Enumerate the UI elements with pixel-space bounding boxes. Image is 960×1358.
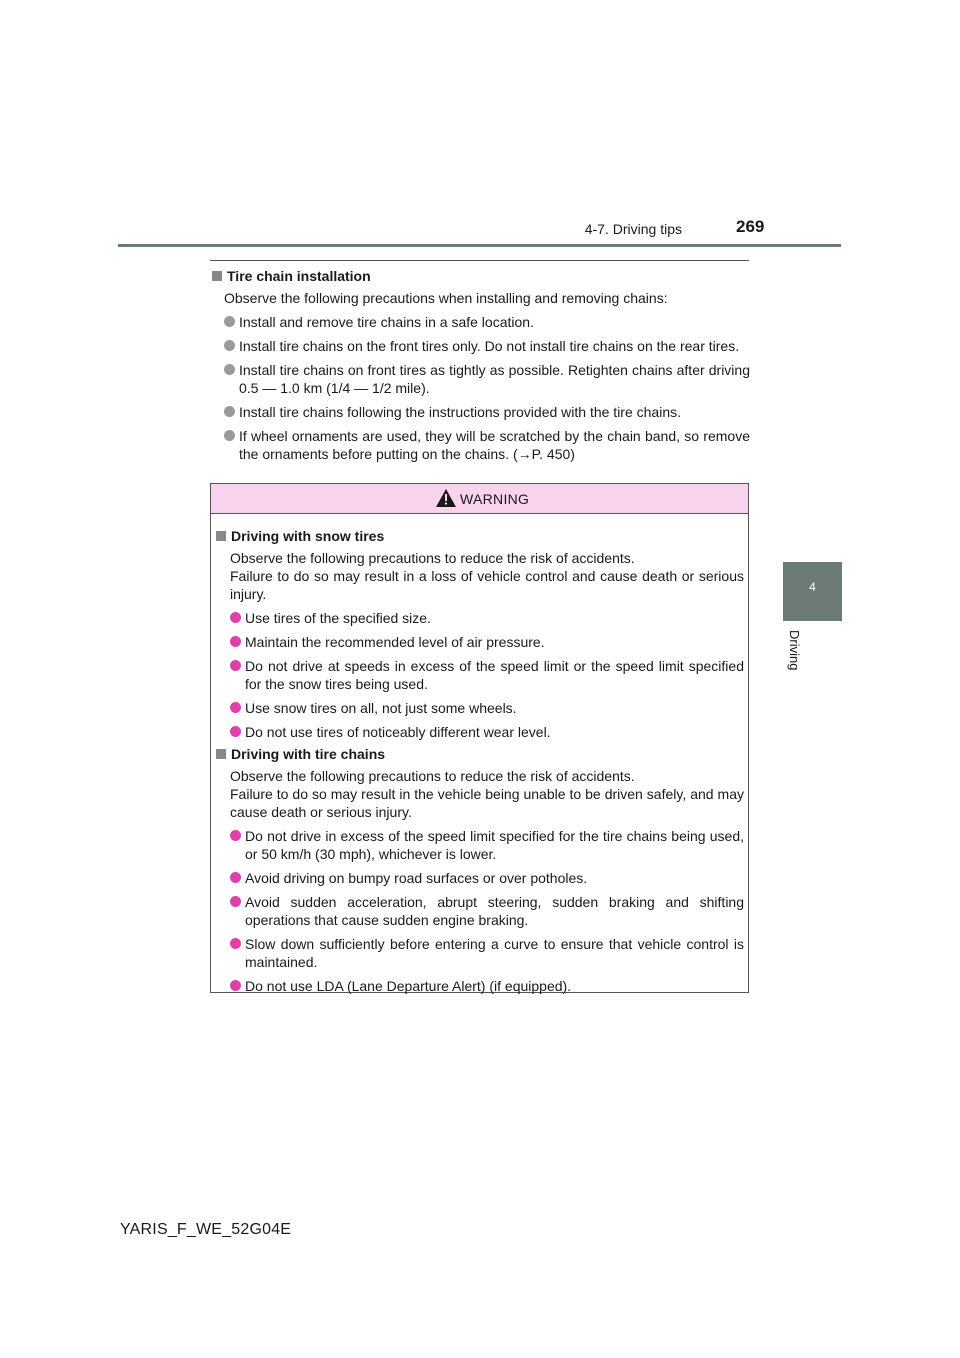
- tire-chain-installation-section: [212, 267, 750, 463]
- intro-text: Failure to do so may result in the vehicle being unable to be driven safely, and may cause death or serious injury.: [230, 786, 744, 820]
- warning-triangle-icon: [436, 489, 456, 507]
- list-item: Avoid driving on bumpy road surfaces or over potholes.: [230, 869, 744, 887]
- square-bullet-icon: [216, 531, 226, 541]
- bullet-dot-icon: [224, 364, 235, 375]
- section-heading: Tire chain installation: [212, 267, 750, 285]
- list-item: Install tire chains following the instructions provided with the tire chains.: [224, 403, 750, 421]
- bullet-dot-icon: [230, 636, 241, 647]
- warning-header: [211, 484, 748, 514]
- bullet-dot-icon: [230, 660, 241, 671]
- list-item: If wheel ornaments are used, they will be scratched by the chain band, so remove the ornaments before putting on the chains. (→P. 450): [224, 427, 750, 463]
- list-item: Use snow tires on all, not just some wheels.: [230, 699, 744, 717]
- list-item: Use tires of the specified size.: [230, 609, 744, 627]
- warning-heading-snow-tires: Driving with snow tires: [216, 527, 744, 545]
- list-item: Install tire chains on front tires as tightly as possible. Retighten chains after driving 0.5 — 1.0 km (1/4 — 1/2 mile).: [224, 361, 750, 397]
- page-number: 269: [736, 217, 765, 236]
- list-item: Do not use LDA (Lane Departure Alert) (if equipped).: [230, 977, 744, 995]
- chapter-tab: [783, 562, 842, 621]
- list-item: Do not drive in excess of the speed limit specified for the tire chains being used, or 50 km/h (30 mph), whichever is lower.: [230, 827, 744, 863]
- chapter-label: [780, 630, 806, 690]
- intro-text: Observe the following precautions to reduce the risk of accidents.: [230, 768, 635, 784]
- bullet-dot-icon: [230, 938, 241, 949]
- warning-heading-tire-chains: Driving with tire chains: [216, 745, 744, 763]
- section-body: [212, 289, 750, 463]
- bullet-dot-icon: [230, 702, 241, 713]
- square-bullet-icon: [212, 271, 222, 281]
- header-rule: [118, 244, 841, 247]
- bullet-dot-icon: [224, 406, 235, 417]
- warning-box: [210, 483, 749, 993]
- square-bullet-icon: [216, 749, 226, 759]
- section-title: 4-7. Driving tips: [584, 221, 682, 237]
- bullet-dot-icon: [230, 612, 241, 623]
- list-item: Install tire chains on the front tires only. Do not install tire chains on the rear tires.: [224, 337, 750, 355]
- intro-text: Observe the following precautions to reduce the risk of accidents.: [230, 550, 635, 566]
- list-item: Maintain the recommended level of air pressure.: [230, 633, 744, 651]
- bullet-dot-icon: [224, 316, 235, 327]
- list-item: Do not drive at speeds in excess of the speed limit or the speed limit specified for the snow tires being used.: [230, 657, 744, 693]
- intro-text: Failure to do so may result in a loss of vehicle control and cause death or serious injury.: [230, 568, 744, 602]
- bullet-dot-icon: [230, 896, 241, 907]
- bullet-dot-icon: [224, 340, 235, 351]
- bullet-dot-icon: [230, 830, 241, 841]
- list-item: Slow down sufficiently before entering a curve to ensure that vehicle control is maintained.: [230, 935, 744, 971]
- list-item: Install and remove tire chains in a safe location.: [224, 313, 750, 331]
- document-code: YARIS_F_WE_52G04E: [120, 1221, 292, 1238]
- warning-body: [216, 527, 744, 995]
- warning-label: WARNING: [460, 491, 530, 507]
- chapter-number: 4: [809, 580, 816, 594]
- list-item: Do not use tires of noticeably different wear level.: [230, 723, 744, 741]
- chapter-label-text: Driving: [787, 630, 802, 671]
- content-top-rule: [210, 260, 749, 261]
- bullet-dot-icon: [230, 726, 241, 737]
- warning-section-body: [216, 549, 744, 741]
- bullet-dot-icon: [224, 430, 235, 441]
- bullet-dot-icon: [230, 980, 241, 991]
- bullet-dot-icon: [230, 872, 241, 883]
- warning-section-body: [216, 767, 744, 995]
- intro-text: Observe the following precautions when installing and removing chains:: [224, 290, 668, 306]
- list-item: Avoid sudden acceleration, abrupt steering, sudden braking and shifting operations that cause sudden engine braking.: [230, 893, 744, 929]
